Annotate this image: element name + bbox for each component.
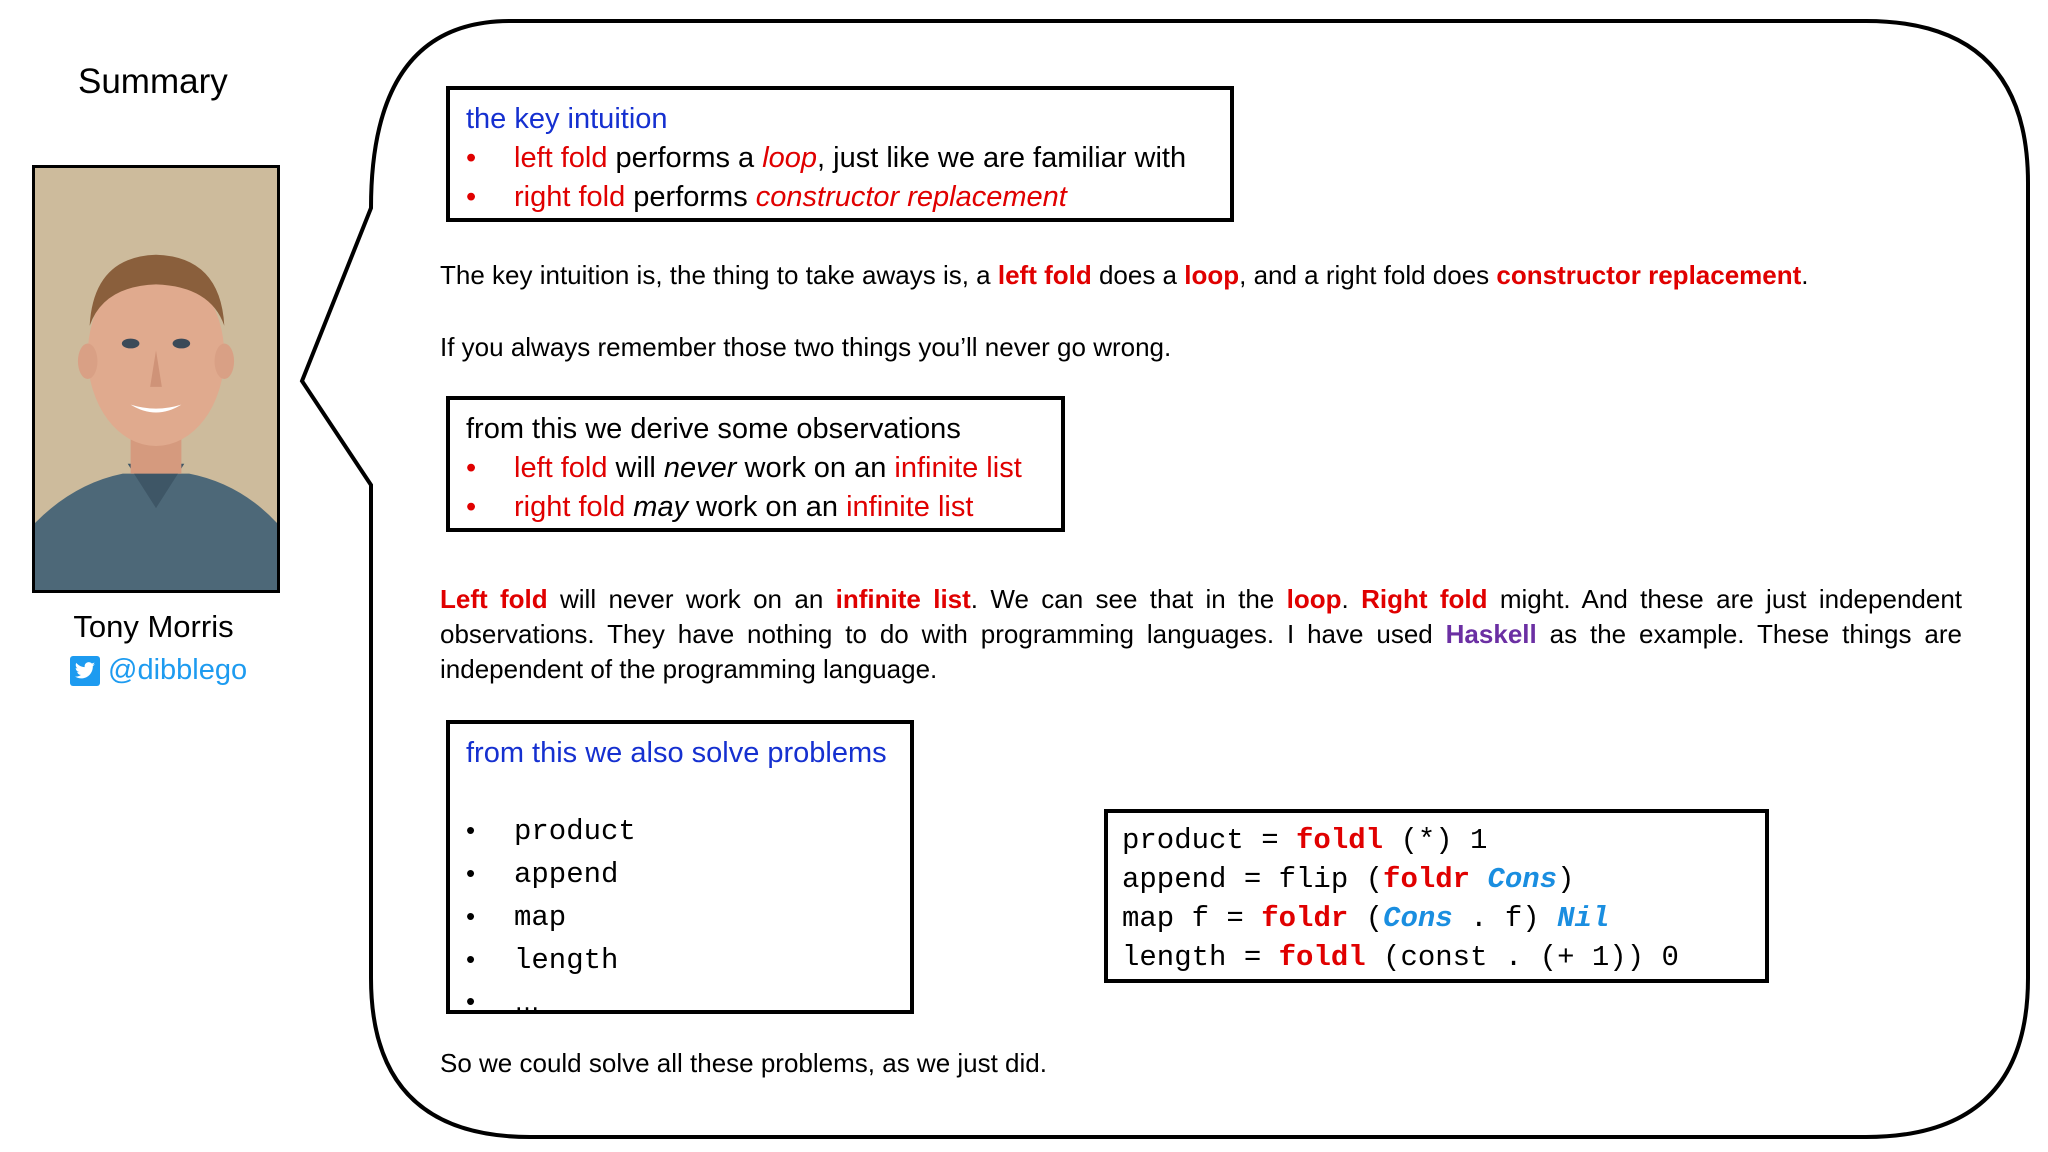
problem-item	[466, 983, 910, 1024]
code-constructor-nil: Nil	[1557, 902, 1610, 935]
text: work on an	[688, 491, 847, 523]
code-text: )	[1557, 863, 1575, 896]
term-loop: loop	[1286, 584, 1342, 614]
code-text: (*) 1	[1383, 824, 1488, 857]
text: The key intuition is, the thing to take aways is, a	[440, 260, 998, 290]
paragraph-conclusion: So we could solve all these problems, as we just did.	[440, 1048, 1047, 1078]
bullet-icon: •	[466, 452, 477, 484]
problem-item-label: …	[514, 986, 540, 1016]
text: as the example. These things are independent of the programming language.	[440, 619, 1962, 684]
text: performs a	[607, 142, 763, 174]
text: will	[607, 452, 664, 484]
intuition-box	[446, 86, 1234, 222]
text: work on an	[736, 452, 895, 484]
code-text: length =	[1122, 941, 1279, 974]
intuition-heading: the key intuition	[466, 103, 668, 135]
problem-item-label: map	[514, 901, 567, 934]
problem-item-label: length	[514, 944, 619, 977]
problems-box	[446, 720, 914, 1014]
code-line-length	[1122, 938, 1765, 977]
code-keyword-foldl: foldl	[1278, 941, 1366, 974]
term-left-fold: left fold	[514, 452, 608, 484]
paragraph-remember: If you always remember those two things you’ll never go wrong.	[440, 332, 1172, 362]
term-left-fold: left fold	[514, 142, 608, 174]
bullet-icon: •	[466, 901, 476, 931]
problem-item-label: append	[514, 858, 619, 891]
code-keyword-foldl: foldl	[1296, 824, 1384, 857]
observations-box	[446, 396, 1065, 532]
code-text: map f =	[1122, 902, 1262, 935]
problem-item	[466, 940, 910, 983]
text: , and a right fold does	[1239, 260, 1497, 290]
bullet-icon: •	[466, 491, 477, 523]
term-right-fold: Right fold	[1361, 584, 1488, 614]
term-constructor-replacement: constructor replacement	[755, 181, 1067, 213]
text: performs	[625, 181, 756, 213]
term-left-fold: Left fold	[440, 584, 548, 614]
code-text: (const . (+ 1)) 0	[1365, 941, 1679, 974]
bullet-icon: •	[466, 986, 476, 1016]
code-text: . f)	[1452, 902, 1558, 935]
text: , just like we are familiar with	[817, 142, 1187, 174]
text: .	[1801, 260, 1809, 290]
bullet-icon: •	[466, 142, 477, 174]
term-infinite-list: infinite list	[846, 491, 974, 523]
code-constructor-cons: Cons	[1487, 863, 1558, 896]
observation-bullet-left-fold	[466, 449, 1061, 488]
term-constructor-replacement: constructor replacement	[1496, 260, 1802, 290]
code-text: (	[1348, 902, 1384, 935]
text: will never work on an	[547, 584, 836, 614]
problem-item	[466, 811, 910, 854]
term-loop: loop	[762, 142, 818, 174]
twitter-handle[interactable]: @dibblego	[108, 654, 248, 686]
term-infinite-list: infinite list	[894, 452, 1022, 484]
author-name: Tony Morris	[73, 609, 234, 644]
text: . We can see that in the	[970, 584, 1287, 614]
observation-bullet-right-fold	[466, 488, 1061, 527]
code-text	[1470, 863, 1487, 896]
code-line-product	[1122, 821, 1765, 860]
bullet-icon: •	[466, 944, 476, 974]
problems-heading: from this we also solve problems	[466, 737, 887, 769]
problem-item-label: product	[514, 815, 636, 848]
term-infinite-list: infinite list	[835, 584, 971, 614]
code-text: product =	[1122, 824, 1297, 857]
paragraph-observations	[440, 582, 1962, 687]
text: does a	[1091, 260, 1185, 290]
code-keyword-foldr: foldr	[1261, 902, 1349, 935]
text: might. And these are just independent observations. They have nothing to do with programming languages. I have used	[440, 584, 1963, 649]
code-box	[1104, 809, 1769, 983]
term-right-fold: right fold	[514, 181, 626, 213]
intuition-bullet-left-fold	[466, 139, 1230, 178]
code-text: append = flip (	[1122, 863, 1384, 896]
intuition-bullet-right-fold	[466, 178, 1230, 217]
term-right-fold: right fold	[514, 491, 626, 523]
code-line-map	[1122, 899, 1765, 938]
problem-item	[466, 897, 910, 940]
problem-item	[466, 854, 910, 897]
term-loop: loop	[1184, 260, 1240, 290]
bullet-icon: •	[466, 858, 476, 888]
text: .	[1341, 584, 1362, 614]
code-keyword-foldr: foldr	[1383, 863, 1471, 896]
slide-title: Summary	[78, 62, 228, 101]
observations-heading: from this we derive some observations	[466, 413, 961, 445]
bullet-icon: •	[466, 815, 476, 845]
term-left-fold: left fold	[997, 260, 1092, 290]
term-may: may	[633, 491, 689, 523]
paragraph-key-intuition	[440, 258, 1960, 293]
term-never: never	[663, 452, 737, 484]
code-constructor-cons: Cons	[1383, 902, 1453, 935]
term-haskell: Haskell	[1445, 619, 1537, 649]
bullet-icon: •	[466, 181, 477, 213]
code-line-append	[1122, 860, 1765, 899]
